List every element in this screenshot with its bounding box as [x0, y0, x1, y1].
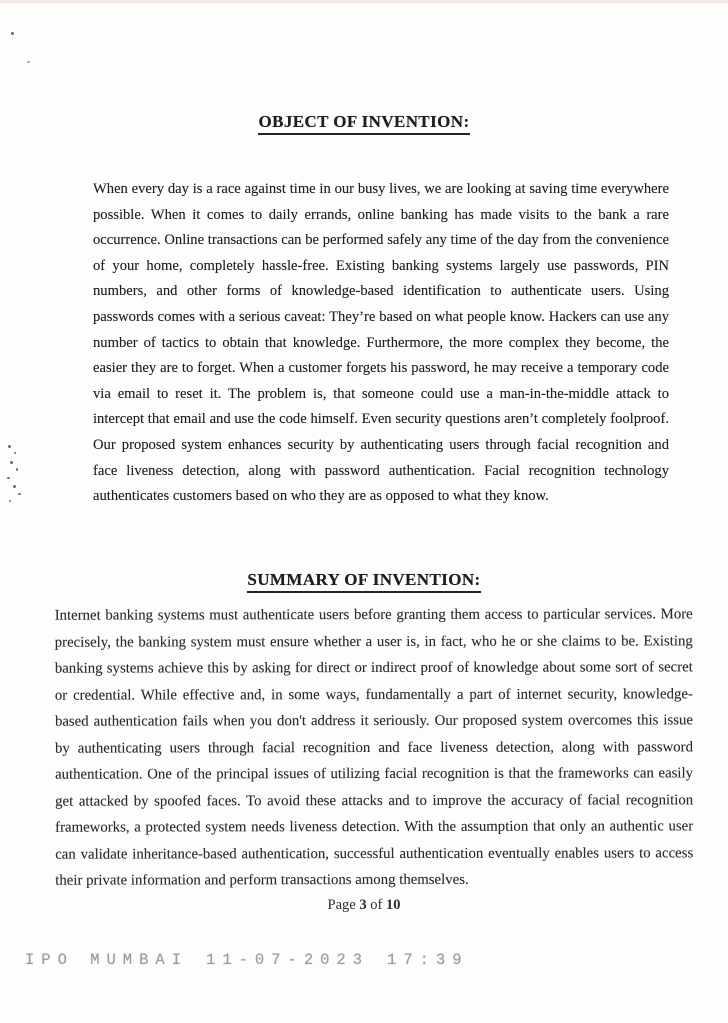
ink-speck: [13, 485, 16, 488]
paragraph-summary-of-invention: Internet banking systems must authenticate users before granting them access to particular services. More precisely, the banking system must ensure whether a user is, in fact, who he or she claims to be. Existing banking systems achieve this by asking for direct or indirect proof of knowledge about some sort of secret or credential. While effective and, in some ways, fundamentally a part of internet security, knowledge-based authentication fails when you don't address it seriously. Our proposed system overcomes this issue by authenticating users through facial recognition and face liveness detection, along with password authentication. One of the principal issues of utilizing facial recognition is that the frameworks can easily get attacked by spoofed faces. To avoid these attacks and to improve the accuracy of facial recognition frameworks, a protected system needs liveness detection. With the assumption that only an authentic user can validate inheritance-based authentication, successful authentication eventually enables users to access their private information and perform transactions among themselves.: [54, 606, 694, 889]
page-word: Page: [327, 897, 356, 913]
stamp-time: 17:39: [387, 951, 469, 969]
scan-edge-artifact: [0, 0, 728, 3]
ink-speck: [27, 61, 30, 63]
ink-speck: [14, 452, 16, 454]
ipo-receipt-stamp: [25, 951, 469, 969]
section-heading-summary-of-invention: [0, 570, 728, 593]
paragraph-object-of-invention: When every day is a race against time in our busy lives, we are looking at saving time everywhere possible. When it comes to daily errands, online banking has made visits to the bank a rare occurrence. Online transactions can be performed safely any time of the day from the convenience of your home, completely hassle-free. Existing banking systems largely use passwords, PIN numbers, and other forms of knowledge-based identification to authenticate users. Using passwords comes with a serious caveat: They’re based on what people know. Hackers can use any number of tactics to obtain that knowledge. Furthermore, the more complex they become, the easier they are to forget. When a customer forgets his password, he may receive a temporary code via email to reset it. The problem is, that someone could use a man-in-the-middle attack to intercept that email and use the code himself. Even security questions aren’t completely foolproof. Our proposed system enhances security by authenticating users through facial recognition and face liveness detection, along with password authentication. Facial recognition technology authenticates customers based on who they are as opposed to what they know.: [93, 181, 669, 505]
ink-speck: [11, 32, 14, 35]
of-word: of: [370, 897, 383, 913]
ink-speck: [7, 477, 10, 479]
page-indicator: [0, 897, 728, 914]
stamp-date: 11-07-2023: [206, 951, 370, 969]
stamp-office: IPO MUMBAI: [25, 951, 189, 969]
ink-speck: [10, 461, 13, 464]
heading-text: OBJECT OF INVENTION:: [258, 112, 469, 135]
heading-text: SUMMARY OF INVENTION:: [247, 570, 480, 593]
ink-speck: [9, 500, 11, 502]
ink-speck: [18, 493, 21, 495]
page-number: 3: [359, 897, 367, 913]
section-heading-object-of-invention: [0, 112, 728, 135]
ink-speck: [16, 468, 18, 471]
total-pages: 10: [385, 897, 401, 913]
ink-speck: [8, 445, 11, 448]
